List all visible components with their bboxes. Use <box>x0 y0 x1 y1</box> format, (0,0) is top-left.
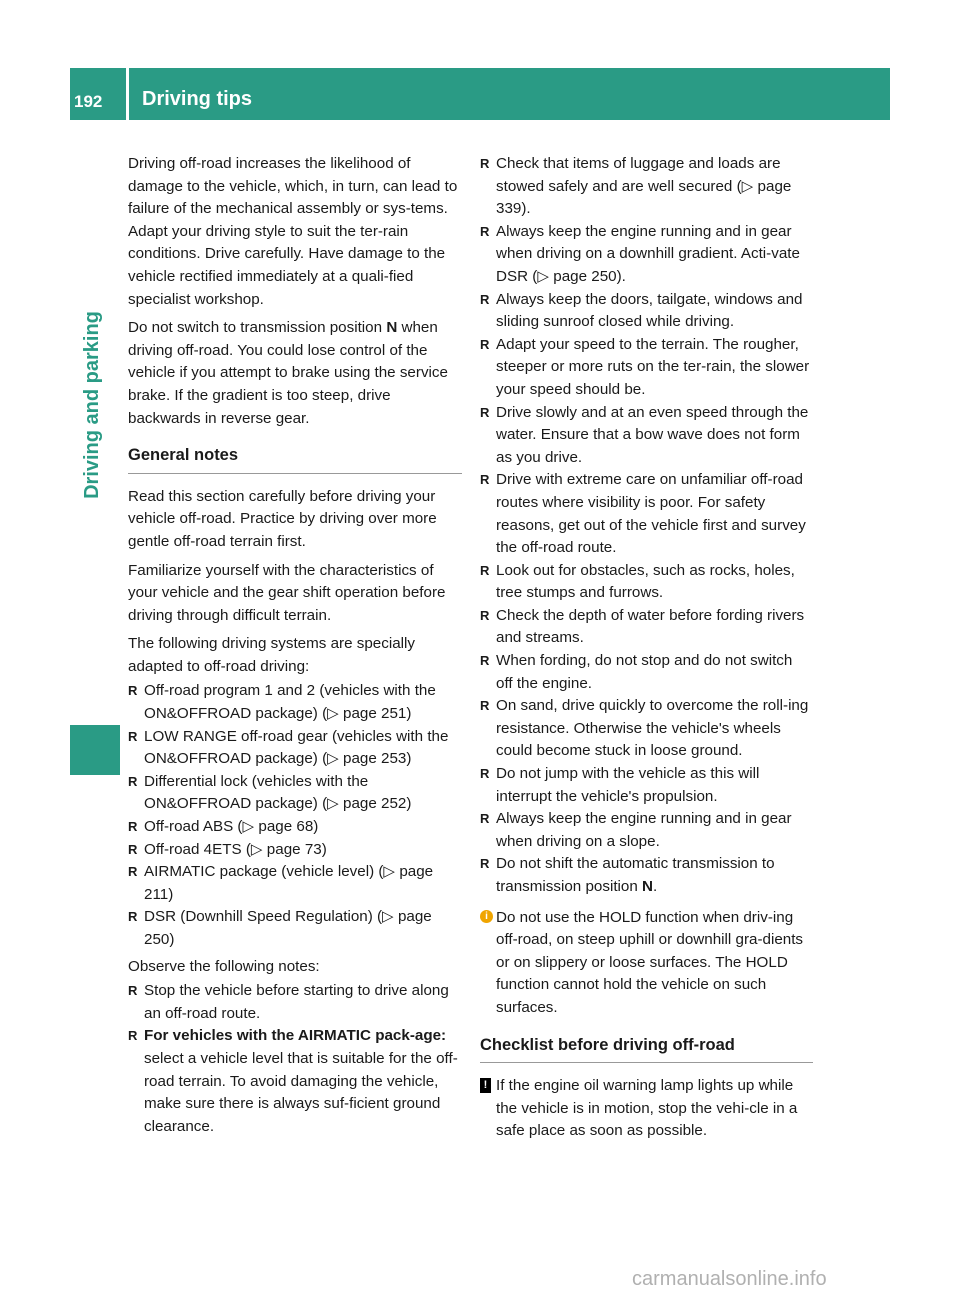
list-item: R Off-road program 1 and 2 (vehicles with the ON&OFFROAD package) (▷ page 251) <box>128 680 462 725</box>
info-note: i Do not use the HOLD function when driv-ing off-road, on steep uphill or downhill gra-dients or on slippery or loose surfaces. The HOLD function cannot hold the vehicle on such surfaces. <box>480 907 813 1020</box>
list-item: R Check the depth of water before fording rivers and streams. <box>480 605 813 650</box>
list-item: R Do not jump with the vehicle as this will interrupt the vehicle's propulsion. <box>480 763 813 808</box>
list-item: R Differential lock (vehicles with the ON&OFFROAD package) (▷ page 252) <box>128 771 462 816</box>
warning-note: ! If the engine oil warning lamp lights up while the vehicle is in motion, stop the vehi-cle in a safe place as soon as possible. <box>480 1075 813 1143</box>
list-item: R Always keep the engine running and in gear when driving on a downhill gradient. Acti-vate DSR (▷ page 250). <box>480 221 813 289</box>
paragraph: Familiarize yourself with the characteristics of your vehicle and the gear shift operation before driving through difficult terrain. <box>128 561 446 624</box>
info-icon: i <box>480 910 493 923</box>
paragraph: The following driving systems are specially adapted to off-road driving: <box>128 635 415 675</box>
paragraph: Read this section carefully before driving your vehicle off-road. Practice by driving over more gentle off-road terrain first. <box>128 487 437 550</box>
list-item: R Do not shift the automatic transmission to transmission position N. <box>480 853 813 898</box>
list-item: R DSR (Downhill Speed Regulation) (▷ page 250) <box>128 906 462 951</box>
list-item: R Check that items of luggage and loads are stowed safely and are well secured (▷ page 339). <box>480 153 813 221</box>
header-divider <box>126 68 129 120</box>
list-item: R For vehicles with the AIRMATIC pack-age: select a vehicle level that is suitable for the off-road terrain. To avoid damaging the vehicle, make sure there is always suf-ficient ground clearance. <box>128 1025 462 1138</box>
systems-list <box>128 680 462 951</box>
list-item: R Drive with extreme care on unfamiliar off-road routes where visibility is poor. For safety reasons, get out of the vehicle first and survey the off-road route. <box>480 469 813 559</box>
left-column <box>128 153 462 1142</box>
list-item: R When fording, do not stop and do not switch off the engine. <box>480 650 813 695</box>
page-title: Driving tips <box>142 88 253 110</box>
list-item: R Look out for obstacles, such as rocks, holes, tree stumps and furrows. <box>480 560 813 605</box>
paragraph: Do not switch to transmission position N when driving off-road. You could lose control of the vehicle if you attempt to brake using the service brake. If the gradient is too steep, drive backwards in reverse gear. <box>128 319 448 427</box>
section-heading: Checklist before driving off-road <box>480 1034 813 1064</box>
list-item: R Off-road ABS (▷ page 68) <box>128 816 462 839</box>
watermark: carmanualsonline.info <box>632 1268 827 1290</box>
list-item: R Drive slowly and at an even speed through the water. Ensure that a bow wave does not form as you drive. <box>480 402 813 470</box>
list-item: R AIRMATIC package (vehicle level) (▷ page 211) <box>128 861 462 906</box>
section-heading: General notes <box>128 444 462 474</box>
page-number: 192 <box>74 92 103 111</box>
paragraph: Observe the following notes: <box>128 957 320 975</box>
list-item: R Always keep the engine running and in gear when driving on a slope. <box>480 808 813 853</box>
list-item: R Off-road 4ETS (▷ page 73) <box>128 839 462 862</box>
list-item: R Stop the vehicle before starting to drive along an off-road route. <box>128 980 462 1025</box>
tips-list <box>480 153 813 899</box>
right-column <box>480 153 813 1155</box>
warning-icon: ! <box>480 1078 491 1093</box>
list-item: R LOW RANGE off-road gear (vehicles with the ON&OFFROAD package) (▷ page 253) <box>128 726 462 771</box>
side-section-title: Driving and parking <box>81 311 103 499</box>
list-item: R On sand, drive quickly to overcome the roll-ing resistance. Otherwise the vehicle's wheels could become stuck in loose ground. <box>480 695 813 763</box>
paragraph: Driving off-road increases the likelihood of damage to the vehicle, which, in turn, can lead to failure of the mechanical assembly or sys-tems. Adapt your driving style to suit the ter-rain conditions. Drive carefully. Have damage to the vehicle rectified immediately at a quali-fied specialist workshop. <box>128 155 458 308</box>
side-marker <box>70 725 120 775</box>
notes-list <box>128 980 462 1138</box>
list-item: R Always keep the doors, tailgate, windows and sliding sunroof closed while driving. <box>480 289 813 334</box>
list-item: R Adapt your speed to the terrain. The rougher, steeper or more ruts on the ter-rain, the slower your speed should be. <box>480 334 813 402</box>
side-tab <box>70 130 120 710</box>
